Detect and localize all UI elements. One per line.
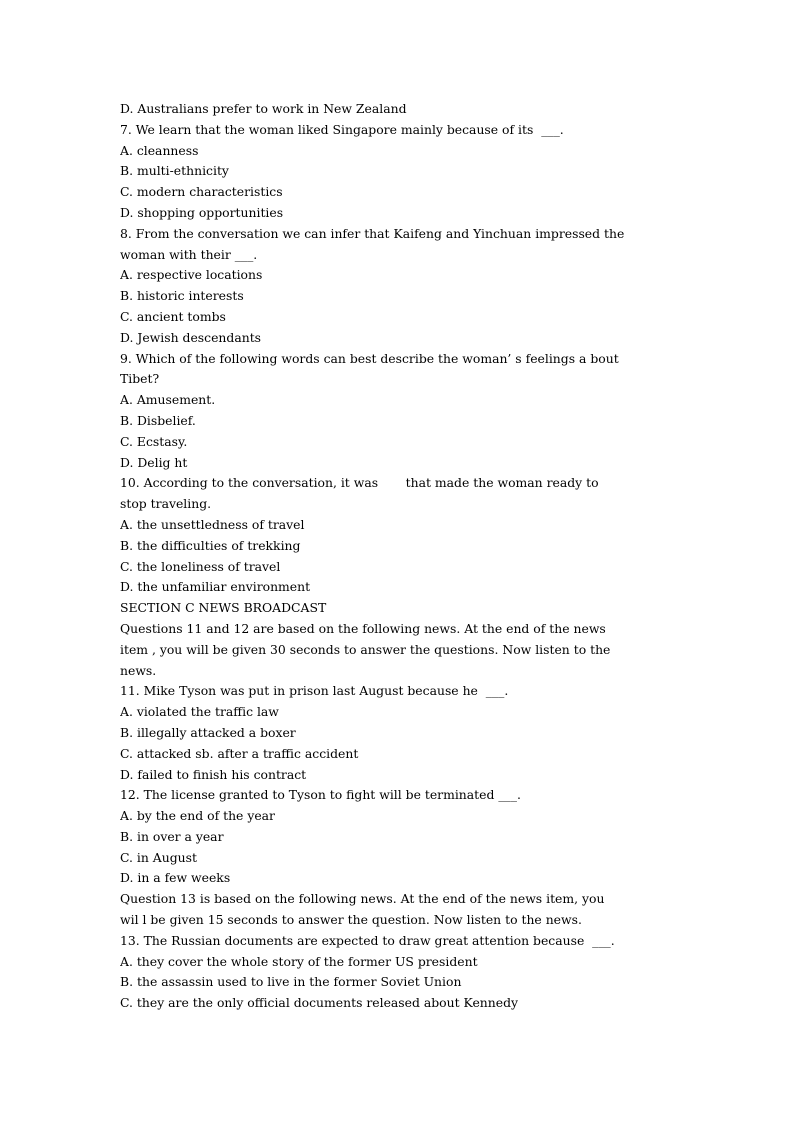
question-9: 9. Which of the following words can best describe the woman’ s feelings a bout <box>120 350 619 366</box>
option-c: C. attacked sb. after a traffic accident <box>120 745 359 761</box>
option-c: C. in August <box>120 849 197 865</box>
instructions: Question 13 is based on the following news. At the end of the news item, you <box>120 891 605 907</box>
option-c: C. Ecstasy. <box>120 433 188 449</box>
text-line: D. Australians prefer to work in New Zealand <box>120 101 407 116</box>
option-d: D. the unfamiliar environment <box>120 579 311 595</box>
option-d: D. in a few weeks <box>120 870 231 886</box>
option-b: B. multi-ethnicity <box>120 163 229 179</box>
instructions: Questions 11 and 12 are based on the following news. At the end of the news <box>120 620 606 636</box>
option-a: A. by the end of the year <box>120 808 275 824</box>
option-b: B. in over a year <box>120 828 224 844</box>
option-b: B. illegally attacked a boxer <box>120 724 296 740</box>
question-10: 10. According to the conversation, it was that made the woman ready to <box>120 475 599 491</box>
option-a: A. the unsettledness of travel <box>120 516 305 532</box>
option-d: D. failed to finish his contract <box>120 766 307 782</box>
option-b: B. the difficulties of trekking <box>120 537 301 553</box>
section-heading: SECTION C NEWS BROADCAST <box>120 600 327 616</box>
option-d: D. Delig ht <box>120 454 188 470</box>
option-a: A. Amusement. <box>120 392 216 408</box>
question-12: 12. The license granted to Tyson to fight will be terminated ___. <box>120 787 521 803</box>
question-13: 13. The Russian documents are expected to draw great attention because ___. <box>120 932 615 948</box>
instructions-cont: wil l be given 15 seconds to answer the question. Now listen to the news. <box>120 912 582 928</box>
option-b: B. Disbelief. <box>120 412 196 428</box>
option-c: C. modern characteristics <box>120 184 283 200</box>
question-8: 8. From the conversation we can infer that Kaifeng and Yinchuan impressed the <box>120 225 625 241</box>
instructions-end: news. <box>120 662 157 678</box>
option-d: D. shopping opportunities <box>120 204 284 220</box>
option-a: A. violated the traffic law <box>120 704 279 720</box>
question-8-cont: woman with their ___. <box>120 246 258 262</box>
question-9-cont: Tibet? <box>120 371 160 387</box>
option-a: A. respective locations <box>120 267 263 283</box>
question-11: 11. Mike Tyson was put in prison last August because he ___. <box>120 683 509 699</box>
document-page <box>120 99 680 1014</box>
option-c: C. they are the only official documents released about Kennedy <box>120 995 519 1011</box>
instructions-cont: item , you will be given 30 seconds to answer the questions. Now listen to the <box>120 641 611 657</box>
option-a: A. cleanness <box>120 142 199 158</box>
option-c: C. ancient tombs <box>120 308 226 324</box>
option-a: A. they cover the whole story of the former US president <box>120 953 478 969</box>
question-10-cont: stop traveling. <box>120 496 212 512</box>
option-b: B. the assassin used to live in the former Soviet Union <box>120 974 462 990</box>
question-7: 7. We learn that the woman liked Singapore mainly because of its ___. <box>120 121 564 137</box>
option-b: B. historic interests <box>120 288 244 304</box>
option-d: D. Jewish descendants <box>120 329 262 345</box>
option-c: C. the loneliness of travel <box>120 558 281 574</box>
